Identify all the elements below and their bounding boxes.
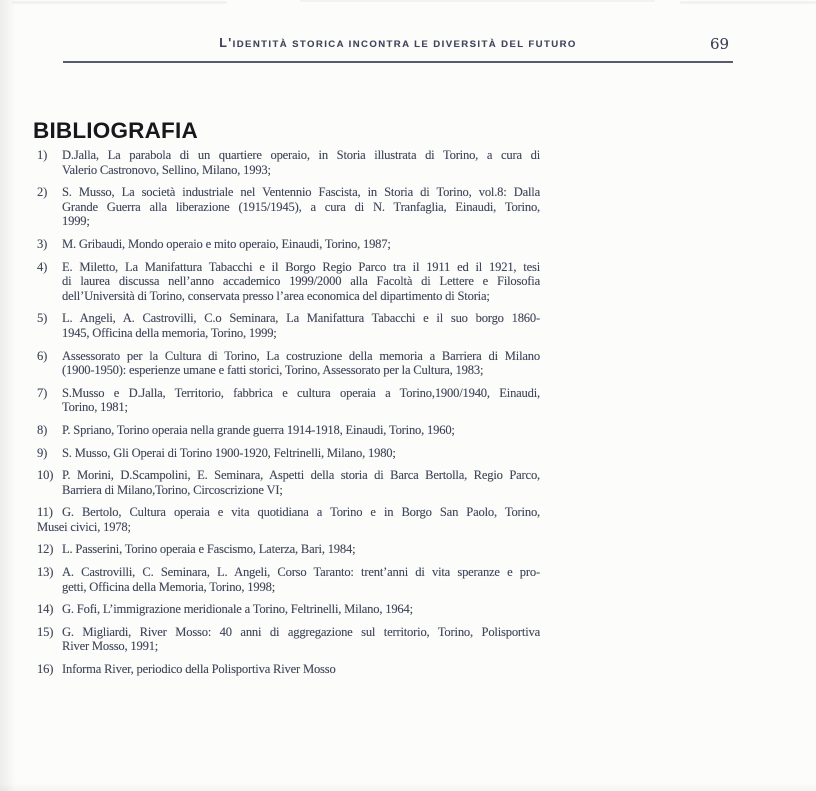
entry-line: G. Fofi, L’immigrazione meridionale a Torino, Feltrinelli, Milano, 1964;	[62, 602, 413, 617]
bibliography-entry	[37, 542, 540, 557]
entry-line: Musei civici, 1978;	[37, 519, 131, 534]
entry-number: 15)	[37, 624, 54, 639]
scan-streak	[12, 1, 227, 4]
entry-line: Barriera di Milano,Torino, Circoscrizione VI;	[62, 482, 283, 497]
bibliography-entry	[37, 565, 540, 594]
bibliography-entry	[37, 602, 540, 617]
bibliography-entry	[37, 260, 540, 304]
bibliography-entry	[37, 505, 540, 534]
scan-edge-shadow-left	[0, 0, 16, 791]
entry-number: 1)	[37, 148, 48, 162]
entry-line: G. Migliardi, River Mosso: 40 anni di aggregazione sul territorio, Torino, Polisportiva	[62, 624, 540, 639]
entry-number: 11)	[37, 505, 53, 520]
entry-number: 16)	[37, 662, 54, 677]
entry-line: (1900-1950): esperienze umane e fatti storici, Torino, Assessorato per la Cultura, 1983;	[62, 363, 484, 378]
entry-line: G. Bertolo, Cultura operaia e vita quotidiana a Torino e in Borgo San Paolo, Torino,	[62, 505, 540, 520]
bibliography-entry	[37, 625, 540, 654]
bibliography-entry	[37, 349, 540, 378]
entry-number: 8)	[37, 422, 48, 437]
page-title: BIBLIOGRAFIA	[33, 118, 198, 144]
entry-line: 1999;	[62, 214, 90, 229]
running-header-title: L'IDENTITÀ STORICA INCONTRA LE DIVERSITÀ DEL FUTURO	[219, 36, 577, 50]
scan-artifact-top-streaks	[0, 0, 816, 10]
entry-line: P. Spriano, Torino operaia nella grande guerra 1914-1918, Einaudi, Torino, 1960;	[62, 422, 455, 437]
bibliography-entry	[37, 185, 540, 229]
entry-number: 6)	[37, 348, 48, 363]
entry-number: 13)	[37, 565, 54, 580]
entry-number: 14)	[37, 602, 54, 617]
bibliography-list	[37, 148, 540, 685]
entry-line: River Mosso, 1991;	[62, 639, 159, 654]
header-rule	[63, 61, 733, 63]
entry-line: S. Musso, La società industriale nel Ventennio Fascista, in Storia di Torino, vol.8: Dalla	[62, 185, 540, 200]
entry-line: Valerio Castronovo, Sellino, Milano, 1993;	[62, 162, 271, 177]
entry-line: getti, Officina della Memoria, Torino, 1998;	[62, 579, 275, 594]
bibliography-entry	[37, 148, 540, 177]
entry-number: 10)	[37, 468, 54, 483]
entry-line: A. Castrovilli, C. Seminara, L. Angeli, Corso Taranto: trent’anni di vita speranze e pro-	[62, 565, 540, 580]
entry-line: Assessorato per la Cultura di Torino, La costruzione della memoria a Barriera di Milano	[62, 348, 540, 363]
entry-line: di laurea discussa nell’anno accademico 1999/2000 alla Facoltà di Lettere e Filosofia	[62, 274, 540, 289]
bibliography-entry	[37, 662, 540, 677]
entry-line: L. Angeli, A. Castrovilli, C.o Seminara, La Manifattura Tabacchi e il suo borgo 1860-	[62, 311, 540, 326]
entry-line: S.Musso e D.Jalla, Territorio, fabbrica e cultura operaia a Torino,1900/1940, Einaudi,	[62, 385, 540, 400]
entry-number: 5)	[37, 311, 48, 326]
bibliography-entry	[37, 423, 540, 438]
entry-line: P. Morini, D.Scampolini, E. Seminara, Aspetti della storia di Barca Bertolla, Regio Parco,	[62, 468, 540, 483]
bibliography-entry	[37, 386, 540, 415]
entry-line: E. Miletto, La Manifattura Tabacchi e il Borgo Regio Parco tra il 1911 ed il 1921, tesi	[62, 259, 540, 274]
entry-line: M. Gribaudi, Mondo operaio e mito operaio, Einaudi, Torino, 1987;	[62, 236, 391, 251]
bibliography-entry	[37, 237, 540, 252]
entry-line: Informa River, periodico della Polisportiva River Mosso	[62, 662, 336, 677]
entry-line: 1945, Officina della memoria, Torino, 1999;	[62, 325, 277, 340]
scan-streak	[680, 1, 816, 4]
entry-number: 4)	[37, 259, 48, 274]
entry-number: 9)	[37, 445, 48, 460]
entry-number: 2)	[37, 185, 48, 200]
entry-line: D.Jalla, La parabola di un quartiere operaio, in Storia illustrata di Torino, a cura di	[62, 148, 540, 162]
bibliography-entry	[37, 311, 540, 340]
bibliography-entry	[37, 468, 540, 497]
scan-streak	[300, 0, 655, 2]
entry-line: Torino, 1981;	[62, 400, 128, 415]
entry-line: S. Musso, Gli Operai di Torino 1900-1920, Feltrinelli, Milano, 1980;	[62, 445, 396, 460]
scan-edge-shadow-bottom	[0, 783, 816, 791]
entry-number: 12)	[37, 542, 54, 557]
page-number: 69	[710, 35, 730, 53]
entry-number: 3)	[37, 236, 48, 251]
entry-number: 7)	[37, 385, 48, 400]
entry-line: dell’Università di Torino, conservata presso l’area economica del dipartimento di Storia;	[62, 288, 490, 303]
bibliography-entry	[37, 446, 540, 461]
entry-line: Grande Guerra alla liberazione (1915/1945), a cura di N. Tranfaglia, Einaudi, Torino,	[62, 199, 540, 214]
entry-line: L. Passerini, Torino operaia e Fascismo, Laterza, Bari, 1984;	[62, 542, 356, 557]
